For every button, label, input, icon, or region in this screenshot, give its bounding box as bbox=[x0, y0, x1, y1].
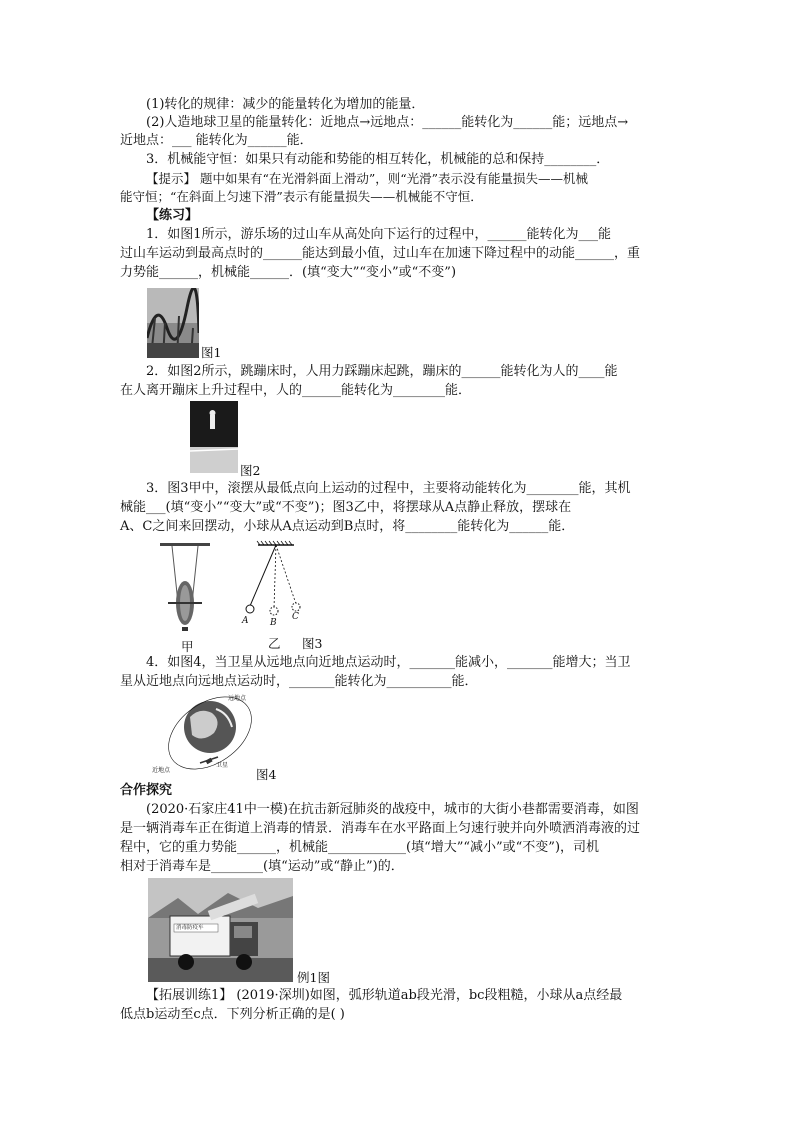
q1-line-3: 力势能______，机械能______．(填“变大”“变小”或“不变”) bbox=[120, 265, 457, 280]
fig4-label-far: 远地点 bbox=[228, 695, 247, 702]
ext1-line-2: 低点b运动至c点．下列分析正确的是( ) bbox=[120, 1007, 345, 1022]
truck-sign-text: 消毒防疫车 bbox=[176, 925, 204, 931]
fig3-label-b: B bbox=[270, 618, 277, 628]
q4-line-2: 星从近地点向远地点运动时，_______能转化为__________能． bbox=[120, 674, 478, 689]
q2-line-1: 2．如图2所示，跳蹦床时，人用力踩蹦床起跳，蹦床的______能转化为人的____能 bbox=[146, 364, 618, 379]
fig3-label-a: A bbox=[242, 616, 249, 626]
q4-line-1: 4．如图4，当卫星从远地点向近地点运动时，_______能减小，_______能增大；当卫 bbox=[146, 655, 631, 670]
fig3-jia-maxwell-wheel bbox=[160, 543, 210, 633]
q2-line-2: 在人离开蹦床上升过程中，人的______能转化为________能． bbox=[120, 383, 472, 398]
q1-line-2: 过山车运动到最高点时的______能达到最小值，过山车在加速下降过程中的动能______，重 bbox=[120, 246, 641, 261]
fig3-jia-caption: 甲 bbox=[181, 639, 194, 654]
fig4-label-sat: 卫星 bbox=[216, 762, 229, 769]
q3-line-2: 械能___(填“变小”“变大”或“不变”)；图3乙中，将摆球从A点静止释放，摆球在 bbox=[120, 500, 572, 515]
q1-line-1: 1．如图1所示，游乐场的过山车从高处向下运行的过程中，______能转化为___能 bbox=[146, 227, 612, 242]
fig4-label-near: 近地点 bbox=[152, 767, 171, 774]
q3-line-1: 3．图3甲中，滚摆从最低点向上运动的过程中，主要将动能转化为________能，其机 bbox=[146, 481, 631, 496]
fig3-caption: 图3 bbox=[302, 636, 323, 651]
fig1-caption: 图1 bbox=[201, 345, 222, 360]
fig3-yi-caption: 乙 bbox=[268, 636, 281, 651]
q3-line-3: A、C之间来回摆动，小球从A点运动到B点时，将________能转化为______能． bbox=[120, 519, 575, 534]
section-heading-cooperate: 合作探究 bbox=[120, 783, 173, 798]
text-line-3: 近地点：___ 能转化为______能． bbox=[120, 133, 313, 148]
hint-line-2: 能守恒；“在斜面上匀速下滑”表示有能量损失——机械能不守恒． bbox=[120, 189, 483, 204]
ex1-line-3: 程中，它的重力势能______，机械能____________(填“增大”“减小”或“不变”)，司机 bbox=[120, 840, 600, 855]
ext1-line-1: 【拓展训练1】 (2019·深圳)如图，弧形轨道ab段光滑，bc段粗糙，小球从a点经最 bbox=[146, 988, 623, 1003]
text-line-2: (2)人造地球卫星的能量转化：近地点→远地点：______能转化为______能；远地点→ bbox=[146, 115, 629, 130]
fig4-satellite-orbit bbox=[148, 693, 258, 775]
ex1-line-4: 相对于消毒车是________(填“运动”或“静止”)的． bbox=[120, 859, 404, 874]
text-line-4: 3．机械能守恒：如果只有动能和势能的相互转化，机械能的总和保持________． bbox=[146, 152, 610, 167]
ex1-line-1: (2020·石家庄41中一模)在抗击新冠肺炎的战疫中，城市的大街小巷都需要消毒，如图 bbox=[146, 802, 639, 817]
fig2-caption: 图2 bbox=[240, 463, 261, 478]
practice-heading: 【练习】 bbox=[146, 208, 199, 223]
fig4-caption: 图4 bbox=[256, 767, 277, 782]
ex1-line-2: 是一辆消毒车正在街道上消毒的情景．消毒车在水平路面上匀速行驶并向外喷洒消毒液的过 bbox=[120, 821, 641, 836]
ex1-disinfection-truck-photo bbox=[148, 878, 293, 982]
text-line-1: (1)转化的规律：减少的能量转化为增加的能量． bbox=[146, 97, 425, 112]
fig3-label-c: C bbox=[292, 612, 299, 622]
hint-line-1: 【提示】 题中如果有“在光滑斜面上滑动”，则“光滑”表示没有能量损失——机械 bbox=[146, 171, 589, 186]
fig1-rollercoaster-photo bbox=[147, 288, 199, 358]
ex1-caption: 例1图 bbox=[297, 970, 330, 985]
fig2-trampoline-photo bbox=[190, 401, 238, 473]
